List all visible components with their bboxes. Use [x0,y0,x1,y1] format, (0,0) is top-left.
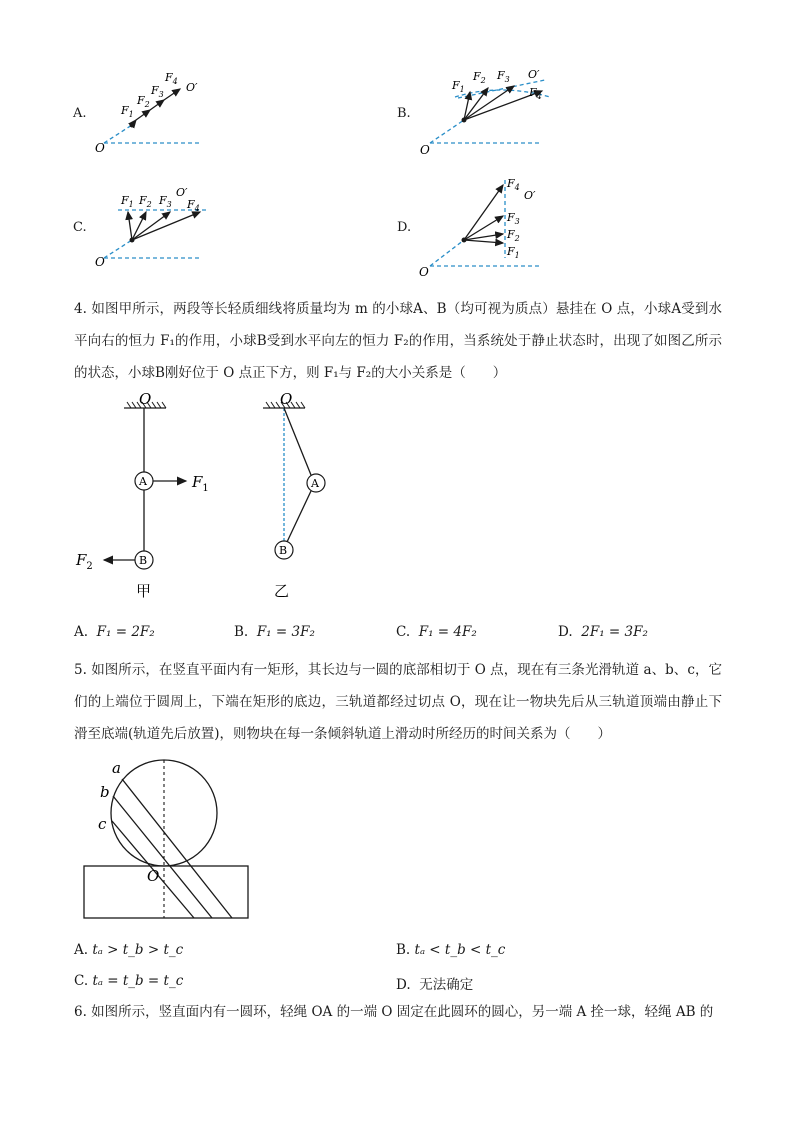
svg-text:F4: $F_4$ [507,177,520,192]
svg-text:F2: $F_2$ [507,228,520,243]
svg-text:O: O [280,390,293,408]
option-a-figure [95,71,200,155]
svg-text:b: b [100,783,110,801]
svg-text:乙: 乙 [274,582,290,600]
svg-text:O: O [420,143,430,157]
svg-text:F1: $F_1$ [192,473,209,494]
svg-text:a: a [112,759,121,777]
option-d-figure [419,177,542,279]
svg-text:O: O [139,390,152,408]
svg-text:O: O [95,255,105,269]
q5-choice-a[interactable]: A. tₐ > t_b > t_c [74,942,184,958]
q4-choice-a[interactable]: A. F₁ = 2F₂ [74,624,155,640]
figure-jia [75,390,209,600]
svg-text:O′: O′ [176,186,188,199]
option-d-letter: D. [397,220,412,235]
svg-text:F3: $F_3$ [497,69,510,84]
option-c-letter: C. [73,220,87,235]
svg-text:A: A [139,475,147,488]
q5-choice-c[interactable]: C. tₐ = t_b = t_c [74,973,184,989]
q5-choice-b[interactable]: B. tₐ < t_b < t_c [396,942,506,958]
svg-text:F4: $F_4$ [187,198,200,213]
option-b-letter: B. [397,106,411,121]
option-b-figure [420,68,550,157]
q4-figure [0,390,794,605]
svg-text:O′: O′ [528,68,540,81]
svg-text:B: B [139,554,148,567]
q4-choice-b[interactable]: B. F₁ = 3F₂ [234,624,315,640]
svg-text:F4: $F_4$ [529,86,542,101]
q4-choice-d[interactable]: D. 2F₁ = 3F₂ [558,624,648,640]
svg-text:F3: $F_3$ [159,194,172,209]
svg-text:F2: $F_2$ [139,194,152,209]
svg-text:F3: $F_3$ [507,211,520,226]
svg-text:c: c [98,815,107,833]
question-4-text: 4. 如图甲所示，两段等长轻质细线将质量均为 m 的小球A、B（均可视为质点）悬挂在 O 点，小球A受到水平向右的恒力 F₁的作用，小球B受到水平向左的恒力 F₂的作用，当系统处于静止状态时，出现了如图乙所示的状态，小球B刚好位于 O 点正下方，则 F₁与 F₂的大小关系是（ ） [74,301,722,381]
q4-choice-c[interactable]: C. F₁ = 4F₂ [396,624,477,640]
svg-text:F1: $F_1$ [507,245,520,260]
svg-text:F2: $F_2$ [473,70,486,85]
svg-text:F2: $F_2$ [76,551,93,572]
svg-text:O: O [147,867,160,885]
svg-text:F1: $F_1$ [121,194,134,209]
question-5-text: 5. 如图所示，在竖直平面内有一矩形，其长边与一圆的底部相切于 O 点，现在有三条光滑轨道 a、b、c，它们的上端位于圆周上，下端在矩形的底边，三轨道都经过切点 O，现在让一物块先后从三轨道顶端由静止下滑至底端(轨道先后放置)，则物块在每一条倾斜轨道上滑动时所经历的时间关系为（ ） [74,662,722,742]
svg-text:A: A [311,477,319,490]
option-c-figure [95,186,208,269]
question-6-text: 6. 如图所示，竖直面内有一圆环，轻绳 OA 的一端 O 固定在此圆环的圆心，另一端 A 拴一球，轻绳 AB 的 [74,1004,714,1020]
svg-text:甲: 甲 [136,582,152,600]
svg-text:B: B [279,544,288,557]
option-a-letter: A. [73,106,87,121]
svg-text:O′: O′ [524,189,536,202]
q5-choice-d[interactable]: D. 无法确定 [396,977,474,993]
svg-text:F4: $F_4$ [165,71,178,86]
svg-text:F3: $F_3$ [151,84,164,99]
svg-text:F2: $F_2$ [137,94,150,109]
svg-text:O′: O′ [186,81,198,94]
svg-text:F1: $F_1$ [121,104,134,119]
q5-figure [0,752,794,924]
q3-option-figures [0,0,794,300]
svg-text:O: O [95,141,105,155]
svg-text:O: O [419,265,429,279]
svg-text:F1: $F_1$ [452,79,465,94]
figure-yi [263,390,325,600]
